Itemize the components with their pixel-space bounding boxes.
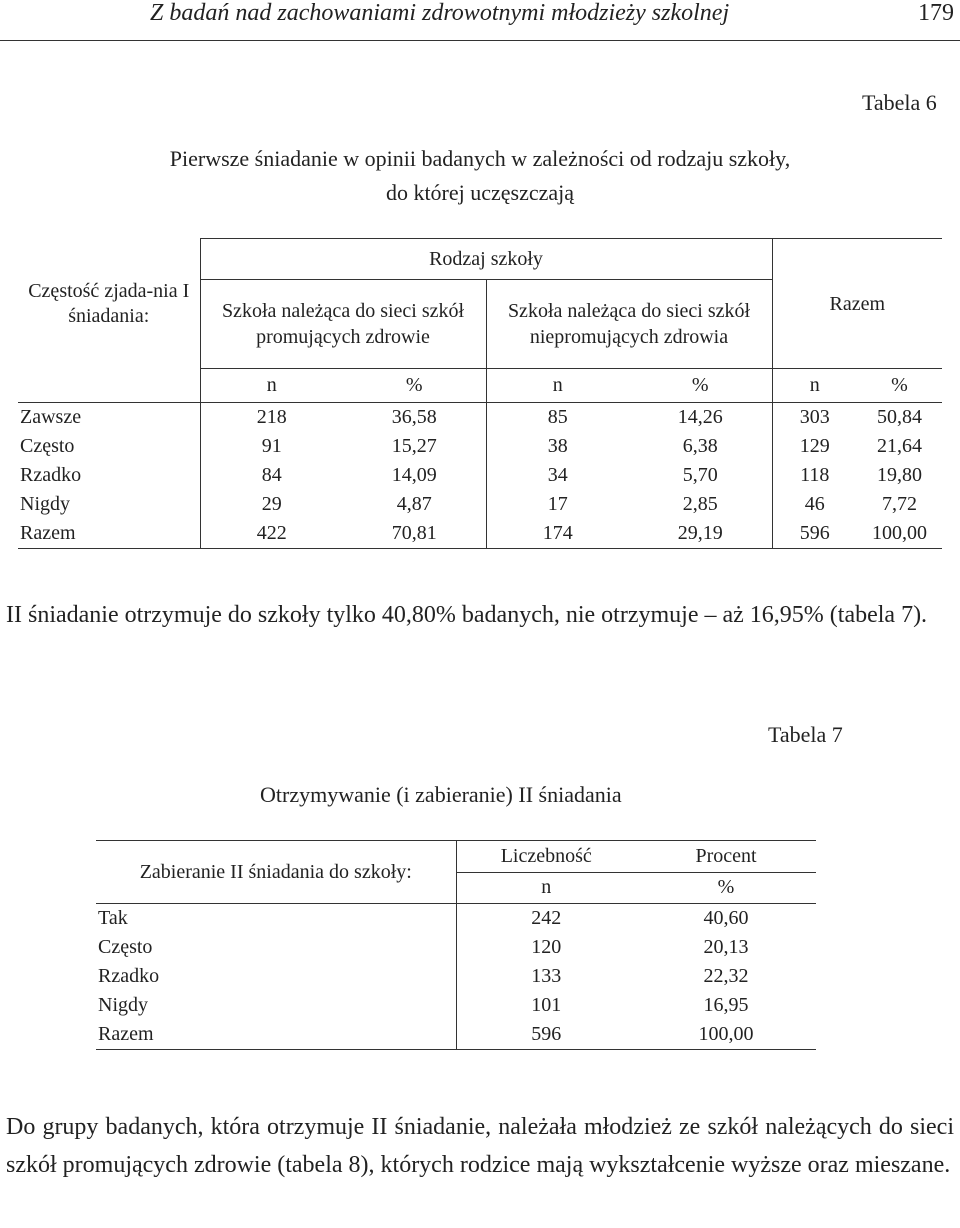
table6-col-b: Szkoła należąca do sieci szkół niepromujących zdrowia (486, 280, 772, 369)
table7-col-pct: Procent (636, 841, 816, 873)
page-number: 179 (918, 0, 954, 26)
table7-sub-n: n (456, 872, 636, 904)
table-row: Nigdy 101 16,95 (96, 991, 816, 1020)
table6-sub-pct: % (343, 369, 486, 403)
table-row: Zawsze 218 36,58 85 14,26 303 50,84 (18, 403, 942, 433)
table7 (96, 840, 816, 1050)
table6-col-first: Częstość zjada-nia I śniadania: (18, 239, 200, 369)
table6-sub-empty (18, 369, 200, 403)
page-header (0, 0, 960, 41)
table6-title-line2: do której uczęszczają (385, 180, 575, 205)
table6-sub-n: n (772, 369, 857, 403)
table6-col-total: Razem (772, 239, 942, 369)
table-row: Razem 422 70,81 174 29,19 596 100,00 (18, 519, 942, 549)
table6-col-a: Szkoła należąca do sieci szkół promujących zdrowie (200, 280, 486, 369)
table6-sub-pct: % (857, 369, 942, 403)
table7-label: Tabela 7 (768, 722, 843, 747)
table-row: Rzadko 133 22,32 (96, 962, 816, 991)
table6-title-line1: Pierwsze śniadanie w opinii badanych w zależności od rodzaju szkoły, (169, 146, 791, 171)
table6-sub-pct: % (629, 369, 772, 403)
table-row: Nigdy 29 4,87 17 2,85 46 7,72 (18, 490, 942, 519)
table6-col-group: Rodzaj szkoły (200, 239, 772, 280)
table7-col-count: Liczebność (456, 841, 636, 873)
table6-sub-n: n (200, 369, 343, 403)
table7-title: Otrzymywanie (i zabieranie) II śniadania (260, 782, 622, 807)
table-row: Często 91 15,27 38 6,38 129 21,64 (18, 432, 942, 461)
table6-label: Tabela 6 (862, 90, 937, 115)
table-row: Razem 596 100,00 (96, 1020, 816, 1050)
paragraph-1: II śniadanie otrzymuje do szkoły tylko 40,80% badanych, nie otrzymuje – aż 16,95% (tabela 7). (6, 602, 928, 628)
table6-title (40, 142, 920, 210)
running-title: Z badań nad zachowaniami zdrowotnymi młodzieży szkolnej (150, 0, 730, 26)
table6-sub-n: n (486, 369, 629, 403)
table7-col-first: Zabieranie II śniadania do szkoły: (96, 841, 456, 904)
table7-sub-pct: % (636, 872, 816, 904)
table-row: Rzadko 84 14,09 34 5,70 118 19,80 (18, 461, 942, 490)
paragraph-2: Do grupy badanych, która otrzymuje II śniadanie, należała młodzież ze szkół należących do sieci szkół promujących zdrowie (tabela 8), których rodzice mają wykształcenie wyższe oraz mieszane. (6, 1114, 954, 1178)
table6 (18, 238, 942, 549)
table-row: Tak 242 40,60 (96, 904, 816, 934)
table-row: Często 120 20,13 (96, 933, 816, 962)
